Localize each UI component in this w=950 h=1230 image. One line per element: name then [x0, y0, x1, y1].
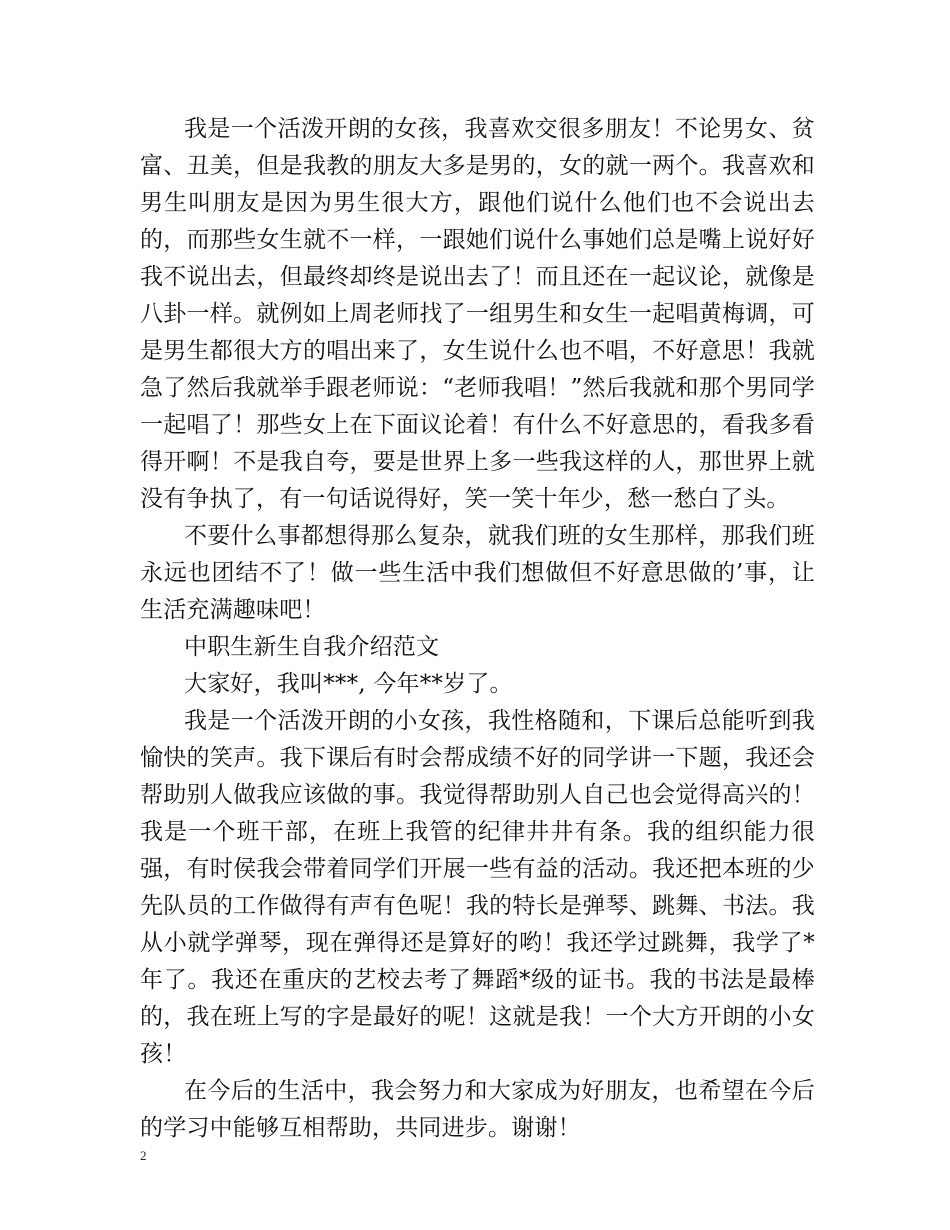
paragraph-closing: 在今后的生活中，我会努力和大家成为好朋友，也希望在今后的学习中能够互相帮助，共同进步。谢谢！: [140, 1078, 815, 1141]
section-heading: 中职生新生自我介绍范文: [184, 634, 440, 660]
paragraph-self-description: 我是一个活泼开朗的小女孩，我性格随和，下课后总能听到我愉快的笑声。我下课后有时会帮成绩不好的同学讲一下题，我还会帮助别人做我应该做的事。我觉得帮助别人自己也会觉得高兴的！我是一个班干部，在班上我管的纪律井井有条。我的组织能力很强，有时侯我会带着同学们开展一些有益的活动。我还把本班的少先队员的工作做得有声有色呢！我的特长是弹琴、跳舞、书法。我从小就学弹琴，现在弹得还是算好的哟！我还学过跳舞，我学了*年了。我还在重庆的艺校去考了舞蹈*级的证书。我的书法是最棒的，我在班上写的字是最好的呢！这就是我！一个大方开朗的小女孩！: [140, 708, 815, 1067]
paragraph-intro: 我是一个活泼开朗的女孩，我喜欢交很多朋友！不论男女、贫富、丑美，但是我教的朋友大多是男的，女的就一两个。我喜欢和男生叫朋友是因为男生很大方，跟他们说什么他们也不会说出去的，而那些女生就不一样，一跟她们说什么事她们总是嘴上说好好我不说出去，但最终却终是说出去了！而且还在一起议论，就像是八卦一样。就例如上周老师找了一组男生和女生一起唱黄梅调，可是男生都很大方的唱出来了，女生说什么也不唱，不好意思！我就急了然后我就举手跟老师说：“老师我唱！”然后我就和那个男同学一起唱了！那些女上在下面议论着！有什么不好意思的，看我多看得开啊！不是我自夸，要是世界上多一些我这样的人，那世界上就没有争执了，有一句话说得好，笑一笑十年少，愁一愁白了头。: [140, 116, 815, 512]
document-body: [140, 111, 815, 1147]
paragraph-greeting: 大家好，我叫***, 今年**岁了。: [184, 671, 513, 697]
paragraph-conclusion: 不要什么事都想得那么复杂，就我们班的女生那样，那我们班永远也团结不了！做一些生活中我们想做但不好意思做的’事，让生活充满趣味吧！: [140, 523, 815, 623]
page-number: 2: [140, 1148, 147, 1163]
